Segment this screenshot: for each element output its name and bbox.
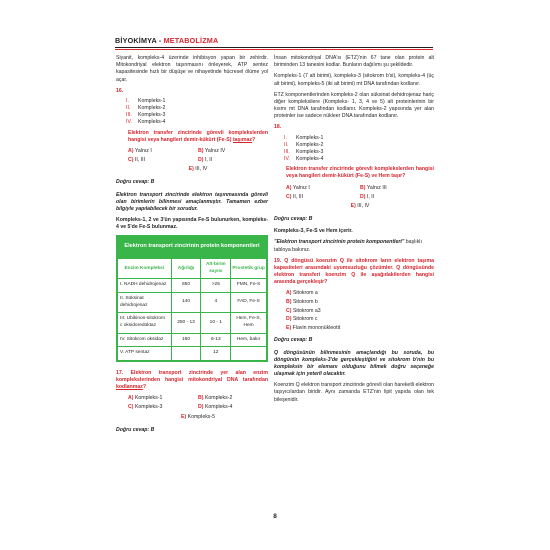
table-row: II. Süksinat dehidrojenaz 140 4 FAD, Fe-S bbox=[118, 293, 267, 313]
page-number: 8 bbox=[273, 513, 277, 520]
paragraph: Kompleks-1 (7 alt birimi), kompleks-3 (sitokrom b'si), kompleks-4 (üç alt birimi), kompleks-5 (iki alt birimi) mt DNA tarafından kodlanır. bbox=[274, 73, 434, 87]
explanation-paragraph: Kompleks-1, 2 ve 3'ün yapısında Fe-S bulunurken, kompleks-4 ve 5'de Fe-S bulunmaz. bbox=[116, 217, 268, 231]
option-e[interactable]: E) III, IV bbox=[350, 202, 370, 209]
option-a[interactable]: A) Kompleks-1 bbox=[128, 395, 163, 402]
question-16 bbox=[116, 88, 268, 187]
option-b[interactable]: B) Yalnız IV bbox=[198, 147, 226, 154]
table-row: III. Ubikinon-sitokrom c oksidoredüktaz 250 - 13 10 - 1 Hem, Fe-S, Hem bbox=[118, 313, 267, 333]
question-19 bbox=[274, 258, 434, 345]
question-text: 17. Elektron transport zincirinde yer alan enzim komplekslerinden hangisi mitokondriyal DNA tarafından kodlanmaz? bbox=[116, 369, 268, 391]
column-header: Ağırlığı bbox=[171, 259, 201, 279]
option-d[interactable]: D) I, II bbox=[198, 157, 213, 164]
protein-components-table bbox=[116, 235, 268, 361]
explanation-note: Q döngüsünün bilinmesinin amaçlandığı bu soruda, bu döngünün kompleks-3'de gerçekleştiğini ve sitokrom b'nin bu kompleksin bir elemanı olduğunu bilmek doğru seçeneğe ulaşmak için yeterli olacaktır. bbox=[274, 349, 434, 378]
option-d[interactable]: D) Sitokrom c bbox=[286, 316, 318, 323]
option-d[interactable]: D) I, II bbox=[360, 193, 375, 200]
correct-answer: Doğru cevap: B bbox=[116, 179, 155, 186]
option-e[interactable]: E) III, IV bbox=[188, 166, 208, 173]
table-row: IV. Sitokrom oksidaz 160 6-13 Hem, bakır bbox=[118, 333, 267, 347]
right-column bbox=[274, 55, 434, 408]
table-title: Elektron transport zincirinin protein komponentleri bbox=[117, 236, 267, 258]
column-header: Enzim Kompleksi bbox=[118, 259, 172, 279]
option-a[interactable]: A) Yalnız I bbox=[286, 184, 310, 191]
question-number: 16. bbox=[116, 87, 124, 94]
list-item: I. Kompleks-1 bbox=[126, 97, 166, 104]
list-item: III. Kompleks-3 bbox=[126, 112, 166, 119]
paragraph: İnsan mitokondriyal DNA'sı (ETZ)'nin 67 tane olan protein alt biriminden 13 tanesini kodlar. Bunların dağılımı şu şekildedir. bbox=[274, 55, 434, 69]
intro-paragraph: Siyanit, kompleks-4 üzerinde inhibisyon yapan bir zehirdir. Mitokondriyal elektron taşınmasını önleyerek, ATP sentez kapasitesinde hızlı bir düşüşe ve nihayetinde hücresel ölüme yol açar. bbox=[116, 55, 268, 83]
question-17 bbox=[116, 370, 268, 434]
option-b[interactable]: B) Kompleks-2 bbox=[198, 395, 233, 402]
question-number: 18. bbox=[274, 124, 282, 131]
header-topic: METABOLİZMA bbox=[163, 36, 219, 45]
list-item: IV. Kompleks-4 bbox=[284, 156, 324, 163]
correct-answer: Doğru cevap: B bbox=[116, 426, 155, 433]
data-table bbox=[117, 258, 267, 360]
question-18 bbox=[274, 124, 434, 223]
list-item: II. Kompleks-2 bbox=[126, 105, 166, 112]
paragraph: Kompleks-3, Fe-S ve Hem içerir. bbox=[274, 228, 353, 235]
question-text: 19. Q döngüsü koenzim Q ile sitokrom ların elektron taşıma kapasiteleri arasındaki uyumsuzluğu çözümler. Q döngüsünde elektron transferi koenzim Q ile aşağıdakilerden hangisi arasında gerçekleşir? bbox=[274, 257, 434, 286]
list-item: II. Kompleks-2 bbox=[284, 141, 324, 148]
option-e[interactable]: E) Kompleks-5 bbox=[180, 413, 216, 420]
answer-options bbox=[128, 395, 268, 411]
header-title bbox=[115, 36, 433, 46]
option-c[interactable]: C) II, III bbox=[286, 193, 304, 200]
option-c[interactable]: C) II, III bbox=[128, 157, 146, 164]
paragraph: "Elektron transport zincirinin protein komponentleri" başlıklı tabloya bakınız. bbox=[274, 239, 422, 253]
question-text: Elektron transfer zincirinde görevli komplekslerden hangisi veya hangileri demir-kükürt (Fe-S) taşımaz? bbox=[128, 129, 268, 143]
table-row: I. NADH dehidrojenaz 850 >25 FMN, Fe-S bbox=[118, 279, 267, 293]
question-text: Elektron transfer zincirinde görevli komplekslerden hangisi veya hangileri demir-kükürt (Fe-S) ve Hem taşır? bbox=[286, 166, 434, 180]
paragraph: Koenzim Q elektron transport zincirinde görevli olan hareketli elektron taşıyıcılardan biridir. Aynı zamanda ETZ'nin lipit yapıda olan tek bileşenidir. bbox=[274, 382, 434, 403]
answer-options bbox=[128, 148, 268, 164]
option-d[interactable]: D) Kompleks-4 bbox=[198, 404, 233, 411]
list-item: IV. Kompleks-4 bbox=[126, 119, 166, 126]
column-header: Prostetik grup bbox=[231, 259, 267, 279]
option-a[interactable]: A) Sitokrom a bbox=[286, 290, 318, 297]
list-item: I. Kompleks-1 bbox=[284, 134, 324, 141]
option-c[interactable]: C) Kompleks-3 bbox=[128, 404, 163, 411]
correct-answer: Doğru cevap: B bbox=[274, 216, 313, 223]
header-rule-red bbox=[115, 49, 433, 51]
explanation-note: Elektron transport zincirinde elektron taşınmasında görevli olan birimlerin bilinmesi amaçlanmıştır. Tamamen ezber bilgiyle yapılabilecek bir sorudur. bbox=[116, 191, 268, 212]
answer-options bbox=[286, 185, 434, 201]
option-a[interactable]: A) Yalnız I bbox=[128, 147, 152, 154]
option-b[interactable]: B) Yalnız III bbox=[360, 184, 387, 191]
option-b[interactable]: B) Sitokrom b bbox=[286, 299, 318, 306]
option-e[interactable]: E) Flavin mononükleotit bbox=[286, 325, 341, 332]
header-subject: BİYOKİMYA - bbox=[115, 36, 164, 45]
roman-list bbox=[126, 98, 268, 127]
answer-options bbox=[286, 290, 434, 332]
left-column bbox=[116, 55, 268, 439]
roman-list bbox=[284, 135, 434, 164]
table-row: V. ATP sentaz 12 bbox=[118, 347, 267, 361]
page-header bbox=[115, 36, 433, 48]
paragraph: ETZ komponentlerinden kompleks-2 olan süksinat dehidrojenaz hariç diğer kompleksilere (Kompleks- 1, 3, 4 ve 5) alt proteinlerinin bir kısmı mt DNA tarafından kodlanır. Kompleks-2 yapısında yer alan proteinler ise sadece nükleer DNA tarafından kodlanır. bbox=[274, 91, 434, 120]
column-header: Alt-birim sayısı bbox=[201, 259, 231, 279]
list-item: III. Kompleks-3 bbox=[284, 148, 324, 155]
correct-answer: Doğru cevap: B bbox=[274, 337, 313, 344]
option-c[interactable]: C) Sitokrom a3 bbox=[286, 307, 321, 314]
